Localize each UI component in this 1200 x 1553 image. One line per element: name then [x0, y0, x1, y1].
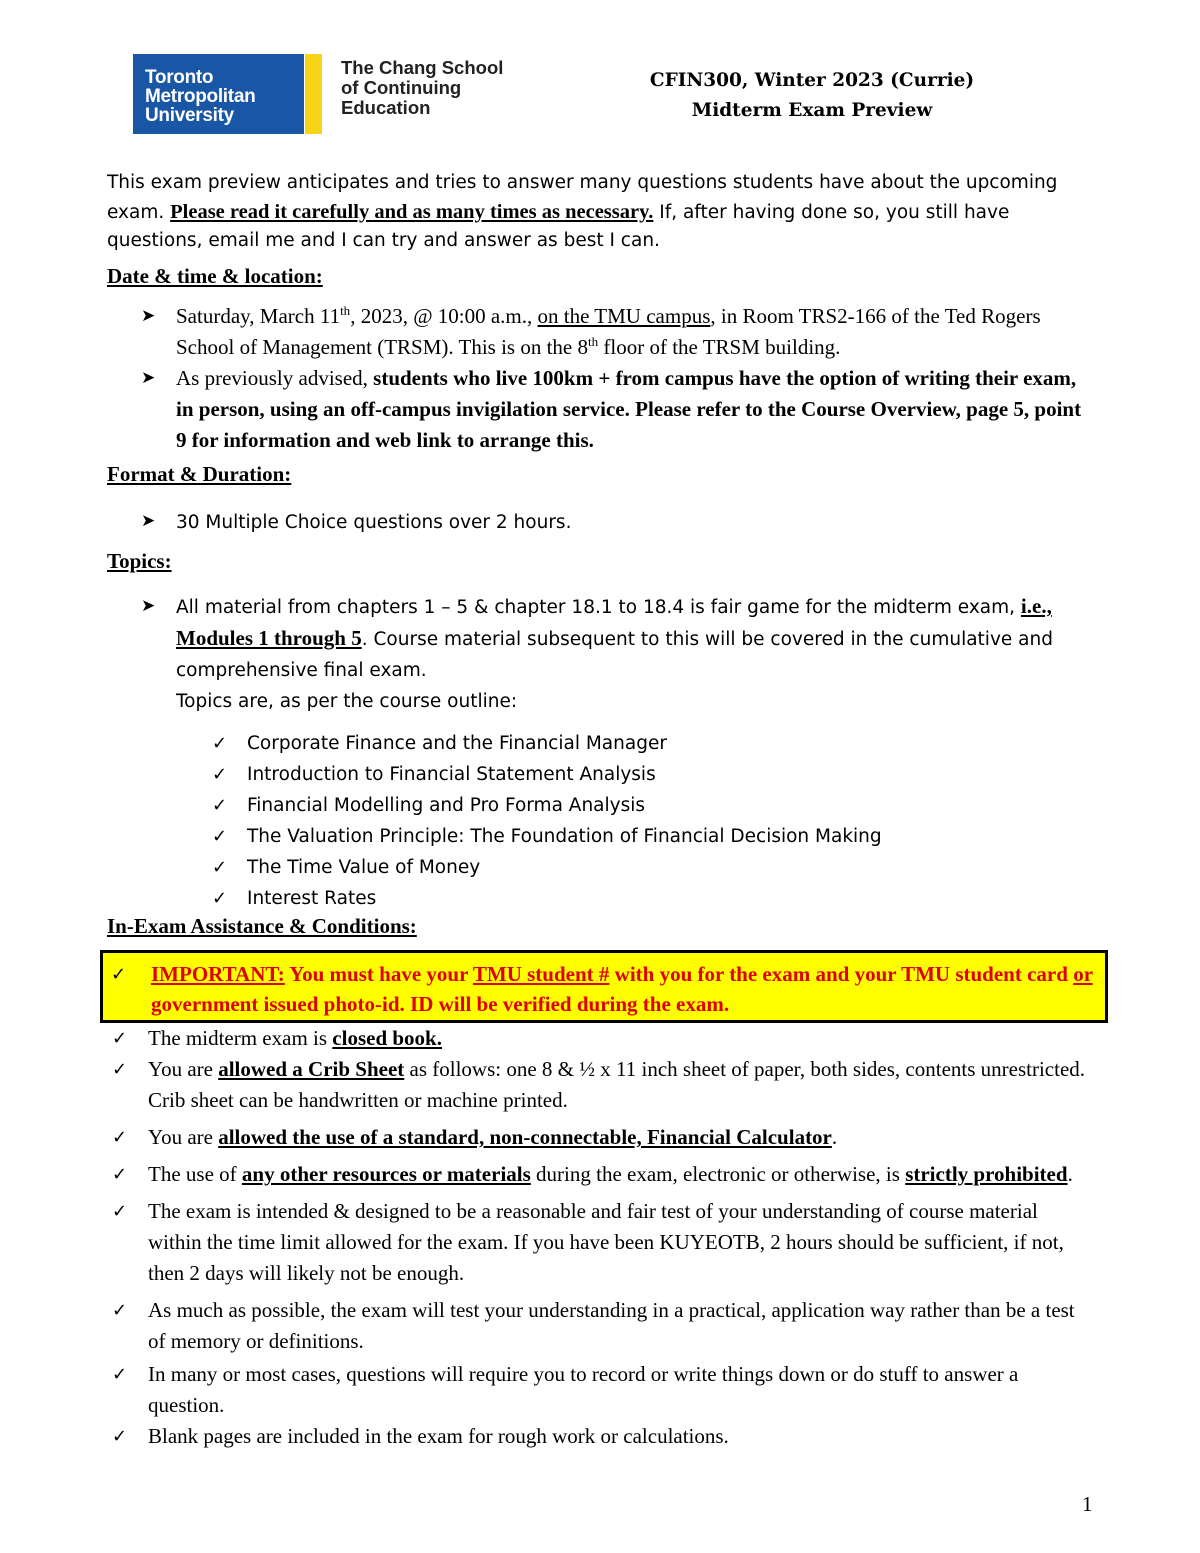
checkmark-icon: ✓	[112, 1426, 128, 1447]
superscript: th	[340, 303, 351, 318]
important-notice	[111, 959, 1105, 1019]
item-text: .	[831, 1125, 838, 1149]
checkmark-icon: ✓	[112, 1127, 128, 1148]
item-text: Saturday, March 11	[176, 304, 341, 328]
checkmark-icon: ✓	[112, 1300, 128, 1321]
page-number: 1	[1082, 1492, 1093, 1516]
superscript: th	[588, 334, 599, 349]
item-emphasis: strictly prohibited	[905, 1162, 1068, 1186]
item-text: As much as possible, the exam will test your understanding in a practical, application way rather than be a test of memory or definitions.	[148, 1298, 1075, 1353]
intro-text: If, after having done so, you still have questions, email me and I can try and answer as best I can.	[107, 201, 1010, 251]
checkmark-icon: ✓	[112, 1364, 128, 1385]
item-text: as follows: one 8 & ½ x 11 inch sheet of paper, both sides, contents unrestricted. Crib sheet can be handwritten or machine printed.	[148, 1057, 1086, 1112]
item-text: . Course material subsequent to this will be covered in the cumulative and comprehensive final exam.	[176, 629, 1053, 681]
item-text: You are	[148, 1125, 219, 1149]
checkmark-icon: ✓	[212, 764, 228, 785]
topic-text: Financial Modelling and Pro Forma Analysis	[247, 795, 646, 816]
item-text: , 2023, @ 10:00 a.m.,	[350, 304, 538, 328]
item-text: Blank pages are included in the exam for rough work or calculations.	[148, 1424, 729, 1448]
item-text: In many or most cases, questions will require you to record or write things down or do stuff to answer a question.	[148, 1362, 1019, 1417]
item-text: The use of	[148, 1162, 242, 1186]
condition-item	[112, 1023, 1092, 1054]
topic-text: Interest Rates	[247, 888, 377, 909]
school-line: of Continuing	[341, 77, 462, 98]
item-text: .	[1067, 1162, 1073, 1186]
date-list	[141, 301, 1091, 456]
school-line: The Chang School	[341, 57, 504, 78]
conditions-list	[112, 1023, 1092, 1452]
intro-emphasis: Please read it carefully and as many times as necessary.	[170, 200, 654, 223]
topic-item	[212, 883, 1012, 914]
school-logo-text	[341, 58, 541, 118]
topics-list	[141, 591, 1091, 686]
item-text: floor of the TRSM building.	[598, 335, 841, 359]
important-notice-box	[100, 950, 1108, 1023]
condition-item	[112, 1295, 1092, 1357]
intro-text: This exam preview anticipates and tries to answer many questions students have about the upcoming exam.	[107, 172, 1058, 223]
topics-heading: Topics:	[107, 549, 172, 573]
arrow-bullet-icon: ➤	[141, 596, 156, 616]
checkmark-icon: ✓	[112, 1164, 128, 1185]
arrow-bullet-icon: ➤	[141, 306, 156, 326]
checkmark-icon: ✓	[212, 826, 228, 847]
condition-item	[112, 1159, 1092, 1190]
topic-item	[212, 728, 1012, 759]
item-emphasis: closed book.	[332, 1026, 442, 1050]
checkmark-icon: ✓	[112, 1028, 128, 1049]
arrow-bullet-icon: ➤	[141, 511, 156, 531]
campus-emphasis: on the TMU campus	[537, 304, 711, 328]
item-text: The midterm exam is	[148, 1026, 333, 1050]
list-item	[141, 363, 1091, 456]
checkmark-icon: ✓	[112, 1059, 128, 1080]
condition-item	[112, 1359, 1092, 1421]
notice-emphasis: or	[1073, 962, 1093, 986]
item-text: The exam is intended & designed to be a reasonable and fair test of your understanding of course material within the time limit allowed for the exam. If you have been KUYEOTB, 2 hours should be sufficient, if not, then 2 days will likely not be enough.	[148, 1199, 1064, 1285]
condition-item	[112, 1122, 1092, 1153]
condition-item	[112, 1421, 1092, 1452]
notice-text: government issued photo-id. ID will be verified during the exam.	[151, 992, 730, 1016]
item-text: You are	[148, 1057, 219, 1081]
topic-text: Introduction to Financial Statement Analysis	[247, 764, 656, 785]
format-list	[141, 506, 1091, 538]
topic-item	[212, 821, 1012, 852]
checkmark-icon: ✓	[212, 857, 228, 878]
notice-text: with you for the exam and your TMU student card	[609, 962, 1074, 986]
arrow-bullet-icon: ➤	[141, 368, 156, 388]
item-bold-text: i.e., Modules 1 through 5	[176, 594, 1052, 650]
list-item	[141, 591, 1091, 686]
university-logo	[133, 54, 304, 134]
intro-paragraph	[107, 169, 1087, 256]
date-heading: Date & time & location:	[107, 264, 323, 288]
notice-emphasis: TMU student #	[472, 962, 610, 986]
school-line: Education	[341, 97, 431, 118]
checkmark-icon: ✓	[112, 1201, 128, 1222]
checkmark-icon: ✓	[212, 733, 228, 754]
topic-text: Corporate Finance and the Financial Manager	[247, 733, 667, 754]
checkmark-icon: ✓	[111, 964, 127, 985]
item-text: 30 Multiple Choice questions over 2 hours.	[176, 512, 572, 533]
topic-text: The Time Value of Money	[247, 857, 481, 878]
item-text: during the exam, electronic or otherwise, is	[530, 1162, 906, 1186]
important-label: IMPORTANT:	[151, 962, 285, 986]
notice-text: You must have your	[284, 962, 473, 986]
logo-accent-bar	[305, 54, 322, 134]
checkmark-icon: ✓	[212, 795, 228, 816]
item-emphasis: allowed a Crib Sheet	[218, 1057, 405, 1081]
topics-sublist	[212, 728, 1012, 914]
topic-item	[212, 852, 1012, 883]
item-text: As previously advised,	[176, 366, 374, 390]
list-item	[141, 301, 1091, 363]
item-emphasis: allowed the use of a standard, non-connectable, Financial Calculator	[218, 1125, 832, 1149]
logo-line: Metropolitan	[145, 86, 256, 107]
condition-item	[112, 1196, 1092, 1289]
logo-line: University	[145, 105, 234, 126]
item-emphasis: any other resources or materials	[241, 1162, 531, 1186]
topic-item	[212, 759, 1012, 790]
logo-line: Toronto	[145, 67, 214, 88]
topic-text: The Valuation Principle: The Foundation of Financial Decision Making	[247, 826, 882, 847]
item-text: All material from chapters 1 – 5 & chapter 18.1 to 18.4 is fair game for the midterm exam,	[176, 597, 1021, 618]
item-text: , in Room TRS2-166 of the Ted Rogers School of Management (TRSM). This is on the 8	[176, 304, 1041, 359]
checkmark-icon: ✓	[212, 888, 228, 909]
list-item	[141, 506, 1091, 538]
condition-item	[112, 1054, 1092, 1116]
format-heading: Format & Duration:	[107, 462, 292, 486]
conditions-heading: In-Exam Assistance & Conditions:	[107, 914, 417, 938]
document-title: Midterm Exam Preview	[691, 100, 933, 121]
course-title: CFIN300, Winter 2023 (Currie)	[649, 70, 975, 91]
document-header	[622, 66, 1002, 126]
item-bold-text: students who live 100km + from campus have the option of writing their exam, in person, using an off-campus invigilation service. Please refer to the Course Overview, page 5, point 9 for information and web link to arrange this.	[176, 366, 1082, 452]
topics-intro: Topics are, as per the course outline:	[176, 691, 518, 712]
topic-item	[212, 790, 1012, 821]
